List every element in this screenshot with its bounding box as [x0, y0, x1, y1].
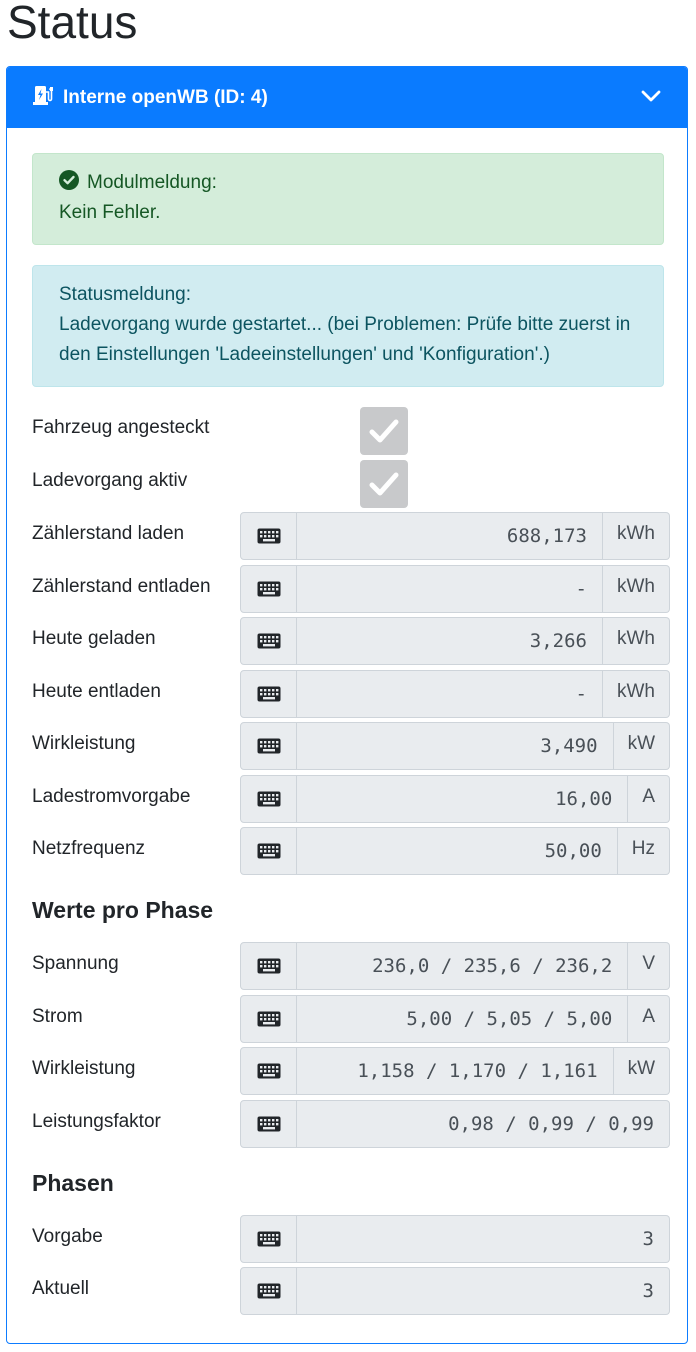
page-title: Status	[7, 0, 138, 48]
unit-label: kW	[614, 1047, 670, 1095]
value-display: 3	[297, 1267, 670, 1315]
charging-station-icon	[33, 84, 55, 111]
unit-label: kWh	[603, 617, 670, 665]
value-label: Strom	[32, 1006, 83, 1027]
value-field	[240, 827, 670, 875]
vehicle-plugged-checkbox[interactable]	[360, 407, 408, 455]
keyboard-icon	[240, 942, 297, 990]
keyboard-icon	[240, 1047, 297, 1095]
value-display: 236,0 / 235,6 / 236,2	[297, 942, 628, 990]
unit-label: kW	[614, 722, 670, 770]
value-field	[240, 1267, 670, 1315]
value-field	[240, 617, 670, 665]
value-label: Zählerstand entladen	[32, 576, 211, 597]
unit-label: kWh	[603, 512, 670, 560]
value-display: 3,266	[297, 617, 603, 665]
value-label: Heute entladen	[32, 681, 161, 702]
keyboard-icon	[240, 565, 297, 613]
keyboard-icon	[240, 670, 297, 718]
keyboard-icon	[240, 995, 297, 1043]
status-message-label: Statusmeldung:	[59, 284, 192, 305]
chevron-down-icon[interactable]	[641, 89, 661, 108]
keyboard-icon	[240, 1215, 297, 1263]
status-message-text: Ladevorgang wurde gestartet... (bei Problemen: Prüfe bitte zuerst in den Einstellungen 'Ladeeinstellungen' und 'Konfiguration'.)	[59, 314, 631, 365]
value-display: 688,173	[297, 512, 603, 560]
value-display: 50,00	[297, 827, 618, 875]
value-field	[240, 512, 670, 560]
value-label: Wirkleistung	[32, 733, 136, 754]
value-display: 5,00 / 5,05 / 5,00	[297, 995, 628, 1043]
module-message-alert	[32, 153, 664, 245]
value-display: 3	[297, 1215, 670, 1263]
value-label: Wirkleistung	[32, 1058, 136, 1079]
value-label: Ladestromvorgabe	[32, 786, 191, 807]
value-field	[240, 995, 670, 1043]
keyboard-icon	[240, 1100, 297, 1148]
section-title-phase-values: Werte pro Phase	[32, 897, 214, 923]
value-field	[240, 1047, 670, 1095]
value-label: Netzfrequenz	[32, 838, 146, 859]
device-card	[6, 66, 688, 1344]
keyboard-icon	[240, 827, 297, 875]
value-display: 1,158 / 1,170 / 1,161	[297, 1047, 614, 1095]
value-label: Heute geladen	[32, 628, 156, 649]
value-field	[240, 942, 670, 990]
value-field	[240, 722, 670, 770]
module-message-text: Kein Fehler.	[59, 202, 161, 223]
check-circle-icon	[59, 170, 79, 196]
section-title-phases: Phasen	[32, 1170, 114, 1196]
value-display: 16,00	[297, 775, 628, 823]
value-label: Leistungsfaktor	[32, 1111, 161, 1132]
value-field	[240, 1215, 670, 1263]
unit-label: kWh	[603, 670, 670, 718]
value-field	[240, 565, 670, 613]
value-field	[240, 670, 670, 718]
value-label: Zählerstand laden	[32, 523, 185, 544]
keyboard-icon	[240, 512, 297, 560]
value-display: 3,490	[297, 722, 614, 770]
value-label: Vorgabe	[32, 1226, 103, 1247]
keyboard-icon	[240, 722, 297, 770]
unit-label: V	[628, 942, 670, 990]
value-display: 0,98 / 0,99 / 0,99	[297, 1100, 670, 1148]
unit-label: A	[628, 775, 670, 823]
value-field	[240, 1100, 670, 1148]
card-title: Interne openWB (ID: 4)	[63, 86, 268, 108]
keyboard-icon	[240, 1267, 297, 1315]
unit-label: Hz	[618, 827, 670, 875]
value-field	[240, 775, 670, 823]
charging-active-checkbox[interactable]	[360, 460, 408, 508]
flag-label: Ladevorgang aktiv	[32, 470, 188, 491]
keyboard-icon	[240, 617, 297, 665]
value-display: -	[297, 670, 603, 718]
card-header[interactable]	[7, 67, 687, 128]
value-label: Aktuell	[32, 1278, 90, 1299]
unit-label: kWh	[603, 565, 670, 613]
value-display: -	[297, 565, 603, 613]
module-message-label: Modulmeldung:	[87, 172, 217, 193]
status-message-alert	[32, 265, 664, 387]
flag-label: Fahrzeug angesteckt	[32, 417, 210, 438]
unit-label: A	[628, 995, 670, 1043]
keyboard-icon	[240, 775, 297, 823]
value-label: Spannung	[32, 953, 119, 974]
